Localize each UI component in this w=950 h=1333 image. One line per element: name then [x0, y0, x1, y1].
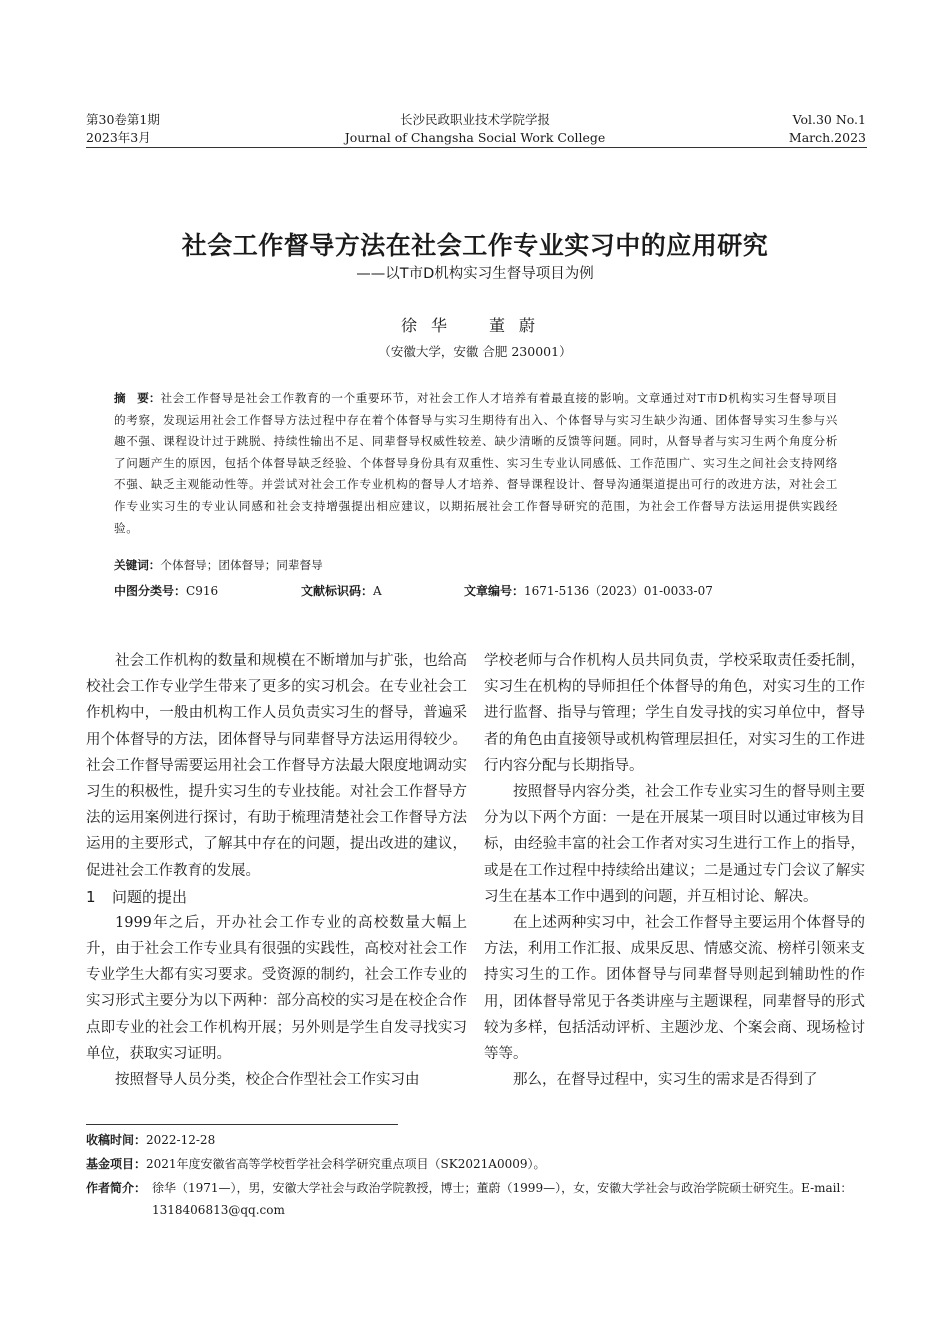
section-number: 1: [86, 887, 96, 906]
journal-name-en: Journal of Changsha Social Work College: [344, 130, 606, 145]
author-line: [0, 313, 950, 336]
clc-item: [114, 581, 218, 601]
article-no-label: 文章编号：: [464, 584, 525, 598]
journal-name: [250, 111, 700, 147]
volume-issue: 第30卷第1期: [86, 112, 160, 127]
received-date: 2022-12-28: [146, 1133, 216, 1147]
journal-issue-info: [86, 111, 160, 147]
fund-label: 基金项目：: [86, 1157, 147, 1171]
body-column-left: [86, 648, 467, 1093]
abstract: [114, 388, 838, 539]
publication-date: 2023年3月: [86, 130, 151, 145]
footnote-fund: [86, 1153, 869, 1175]
paragraph: 1999年之后，开办社会工作专业的高校数量大幅上升，由于社会工作专业具有很强的实践性，高校对社会工作专业学生大都有实习要求。受资源的制约，社会工作专业的实习形式主要分为以下两种：部分高校的实习是在校企合作点即专业的社会工作机构开展；另外则是学生自发寻找实习单位，获取实习证明。: [86, 914, 467, 1062]
doc-code-label: 文献标识码：: [301, 584, 374, 598]
footnote-author-bio: [86, 1177, 869, 1221]
author-bio-text: 徐华（1971—），男，安徽大学社会与政治学院教授，博士；董蔚（1999—），女，安徽大学社会与政治学院硕士研究生。E-mail：1318406813@qq.com: [152, 1181, 853, 1217]
header-divider: [86, 147, 867, 148]
footnote-received: [86, 1129, 869, 1151]
footnote-divider: [86, 1124, 398, 1125]
paragraph: 在上述两种实习中，社会工作督导主要运用个体督导的方法，利用工作汇报、成果反思、情感交流、榜样引领来支持实习生的工作。团体督导与同辈督导则起到辅助性的作用，团体督导常见于各类讲座与主题课程，同辈督导的形式较为多样，包括活动评析、主题沙龙、个案会商、现场检讨等等。: [484, 915, 865, 1063]
affiliation: （安徽大学，安徽 合肥 230001）: [378, 344, 572, 359]
author-bio-label: 作者简介：: [86, 1181, 147, 1195]
author-name: 徐华: [400, 316, 461, 335]
body-column-right: [484, 648, 865, 1093]
clc-value: C916: [186, 584, 219, 598]
abstract-label: 摘 要：: [114, 391, 161, 405]
section-heading: [86, 884, 467, 910]
journal-name-cn: 长沙民政职业技术学院学报: [399, 112, 550, 127]
clc-label: 中图分类号：: [114, 584, 187, 598]
section-title: 问题的提出: [112, 887, 188, 906]
article-no-value: 1671-5136（2023）01-0033-07: [524, 584, 713, 598]
keywords-text: 个体督导；团体督导；同辈督导: [160, 558, 323, 572]
keywords-label: 关键词：: [114, 558, 161, 572]
author-name: 董蔚: [489, 316, 550, 335]
paragraph: 学校老师与合作机构人员共同负责，学校采取责任委托制，实习生在机构的导师担任个体督导的角色，对实习生的工作进行监督、指导与管理；学生自发寻找的实习单位中，督导者的角色由直接领导或机构管理层担任，对实习生的工作进行内容分配与长期指导。: [484, 653, 865, 774]
article-title: 社会工作督导方法在社会工作专业实习中的应用研究: [181, 231, 769, 260]
article-subtitle: ——以T市D机构实习生督导项目为例: [356, 266, 594, 282]
doc-code-item: [301, 581, 382, 601]
publication-date-en: March.2023: [788, 130, 866, 145]
article-no-item: [464, 581, 713, 601]
journal-issue-info-en: [789, 111, 866, 147]
paragraph: 按照督导人员分类，校企合作型社会工作实习由: [115, 1072, 420, 1089]
volume-issue-en: Vol.30 No.1: [792, 112, 866, 127]
keywords: [114, 555, 838, 575]
paragraph: 那么，在督导过程中，实习生的需求是否得到了: [513, 1072, 818, 1089]
fund-text: 2021年度安徽省高等学校哲学社会科学研究重点项目（SK2021A0009）。: [146, 1157, 546, 1171]
doc-code-value: A: [373, 584, 382, 598]
abstract-text: 社会工作督导是社会工作教育的一个重要环节，对社会工作人才培养有着最直接的影响。文章通过对T市D机构实习生督导项目的考察，发现运用社会工作督导方法过程中存在着个体督导与实习生期待有出入、个体督导与实习生缺少沟通、团体督导实习生参与兴趣不强、课程设计过于跳脱、持续性输出不足、同辈督导权威性较差、缺少清晰的反馈等问题。同时，从督导者与实习生两个角度分析了问题产生的原因，包括个体督导缺乏经验、个体督导身份具有双重性、实习生专业认同感低、工作范围广、实习生之间社会支持网络不强、缺乏主观能动性等。并尝试对社会工作专业机构的督导人才培养、督导课程设计、督导沟通渠道提出可行的改进方法，对社会工作专业实习生的专业认同感和社会支持增强提出相应建议，以期拓展社会工作督导研究的范围，为社会工作督导方法运用提供实践经验。: [114, 391, 838, 535]
paragraph: 社会工作机构的数量和规模在不断增加与扩张，也给高校社会工作专业学生带来了更多的实习机会。在专业社会工作机构中，一般由机构工作人员负责实习生的督导，普遍采用个体督导的方法，团体督导与同辈督导方法运用得较少。社会工作督导需要运用社会工作督导方法最大限度地调动实习生的积极性，提升实习生的专业技能。对社会工作督导方法的运用案例进行探讨，有助于梳理清楚社会工作督导方法运用的主要形式，了解其中存在的问题，提出改进的建议，促进社会工作教育的发展。: [86, 653, 467, 879]
paragraph: 按照督导内容分类，社会工作专业实习生的督导则主要分为以下两个方面：一是在开展某一项目时以通过审核为目标，由经验丰富的社会工作者对实习生进行工作上的指导，或是在工作过程中持续给出建议；二是通过专门会议了解实习生在基本工作中遇到的问题，并互相讨论、解决。: [484, 784, 865, 905]
received-label: 收稿时间：: [86, 1133, 147, 1147]
